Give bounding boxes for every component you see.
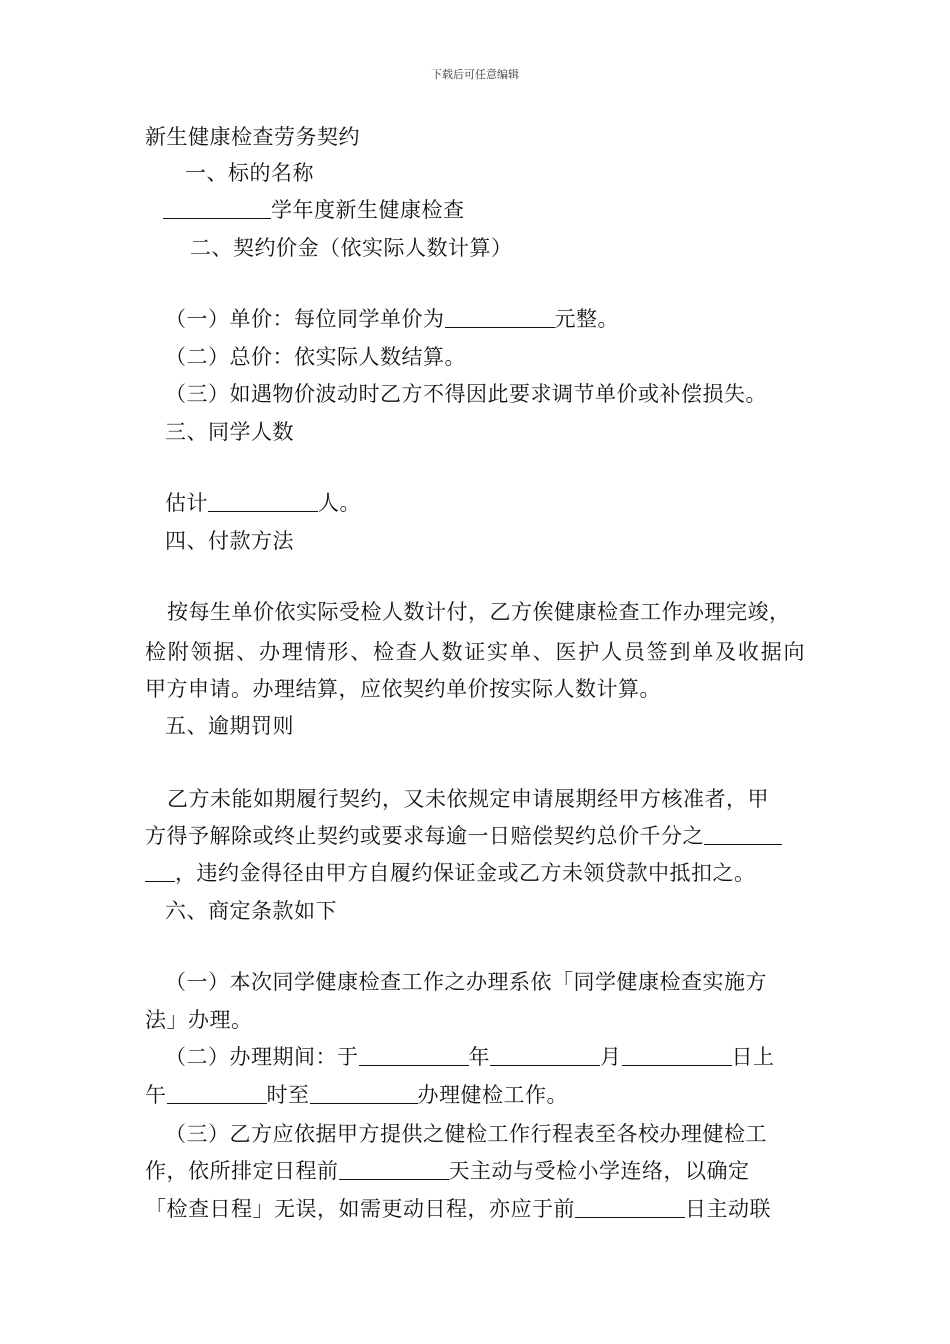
blank-line[interactable]: [208, 491, 318, 512]
paragraph-line: 乙方未能如期履行契约，又未依规定申请展期经甲方核准者，甲: [167, 787, 769, 811]
blank-line[interactable]: [163, 198, 271, 219]
paragraph-line: （一）本次同学健康检查工作之办理系依「同学健康检查实施方: [165, 970, 767, 994]
section-heading-3: 三、同学人数: [165, 420, 294, 444]
section-heading-2: 二、契约价金（依实际人数计算）: [190, 236, 513, 260]
section-heading-1: 一、标的名称: [185, 161, 314, 185]
paragraph-line: （二）办理期间：于 年 月 日上: [165, 1045, 775, 1069]
page-header: 下载后可任意编辑: [431, 68, 519, 81]
section-heading-4: 四、付款方法: [165, 529, 294, 553]
paragraph-line: 「检查日程」无误，如需更动日程，亦应于前 日主动联: [145, 1197, 771, 1221]
paragraph-line: 估计 人。: [165, 491, 361, 515]
paragraph-line: ，违约金得径由甲方自履约保证金或乙方未领贷款中抵扣之。: [145, 859, 756, 887]
paragraph-line: 甲方申请。办理结算，应依契约单价按实际人数计算。: [145, 677, 661, 701]
paragraph-line: 午 时至 办理健检工作。: [145, 1083, 568, 1107]
blank-line[interactable]: [445, 307, 555, 328]
blank-line[interactable]: [622, 1045, 732, 1066]
paragraph-line: 方得予解除或终止契约或要求每逾一日赔偿契约总价千分之: [145, 822, 782, 850]
blank-line[interactable]: [339, 1159, 449, 1180]
blank-line[interactable]: [359, 1045, 469, 1066]
paragraph-line: （三）乙方应依据甲方提供之健检工作行程表至各校办理健检工: [165, 1122, 767, 1146]
document-title: 新生健康检查劳务契约: [145, 125, 360, 149]
blank-line[interactable]: [704, 824, 782, 845]
blank-line[interactable]: [145, 861, 175, 882]
blank-line[interactable]: [310, 1083, 418, 1104]
paragraph-line: （二）总价：依实际人数结算。: [165, 345, 466, 369]
blank-line[interactable]: [575, 1197, 685, 1218]
paragraph-line: （三）如遇物价波动时乙方不得因此要求调节单价或补偿损失。: [165, 382, 767, 406]
blank-line[interactable]: [167, 1083, 267, 1104]
paragraph-line: 作，依所排定日程前 天主动与受检小学连络，以确定: [145, 1159, 750, 1183]
paragraph-line: （一）单价：每位同学单价为 元整。: [165, 307, 619, 331]
paragraph-line: 检附领据、办理情形、检查人数证实单、医护人员签到单及收据向: [145, 640, 805, 664]
paragraph-line: 按每生单价依实际受检人数计付，乙方俟健康检查工作办理完竣，: [167, 600, 791, 624]
section-heading-6: 六、商定条款如下: [165, 899, 337, 923]
section-heading-5: 五、逾期罚则: [165, 714, 294, 738]
paragraph-line: 学年度新生健康检查: [163, 196, 465, 224]
blank-line[interactable]: [490, 1045, 600, 1066]
paragraph-line: 法」办理。: [145, 1008, 253, 1032]
